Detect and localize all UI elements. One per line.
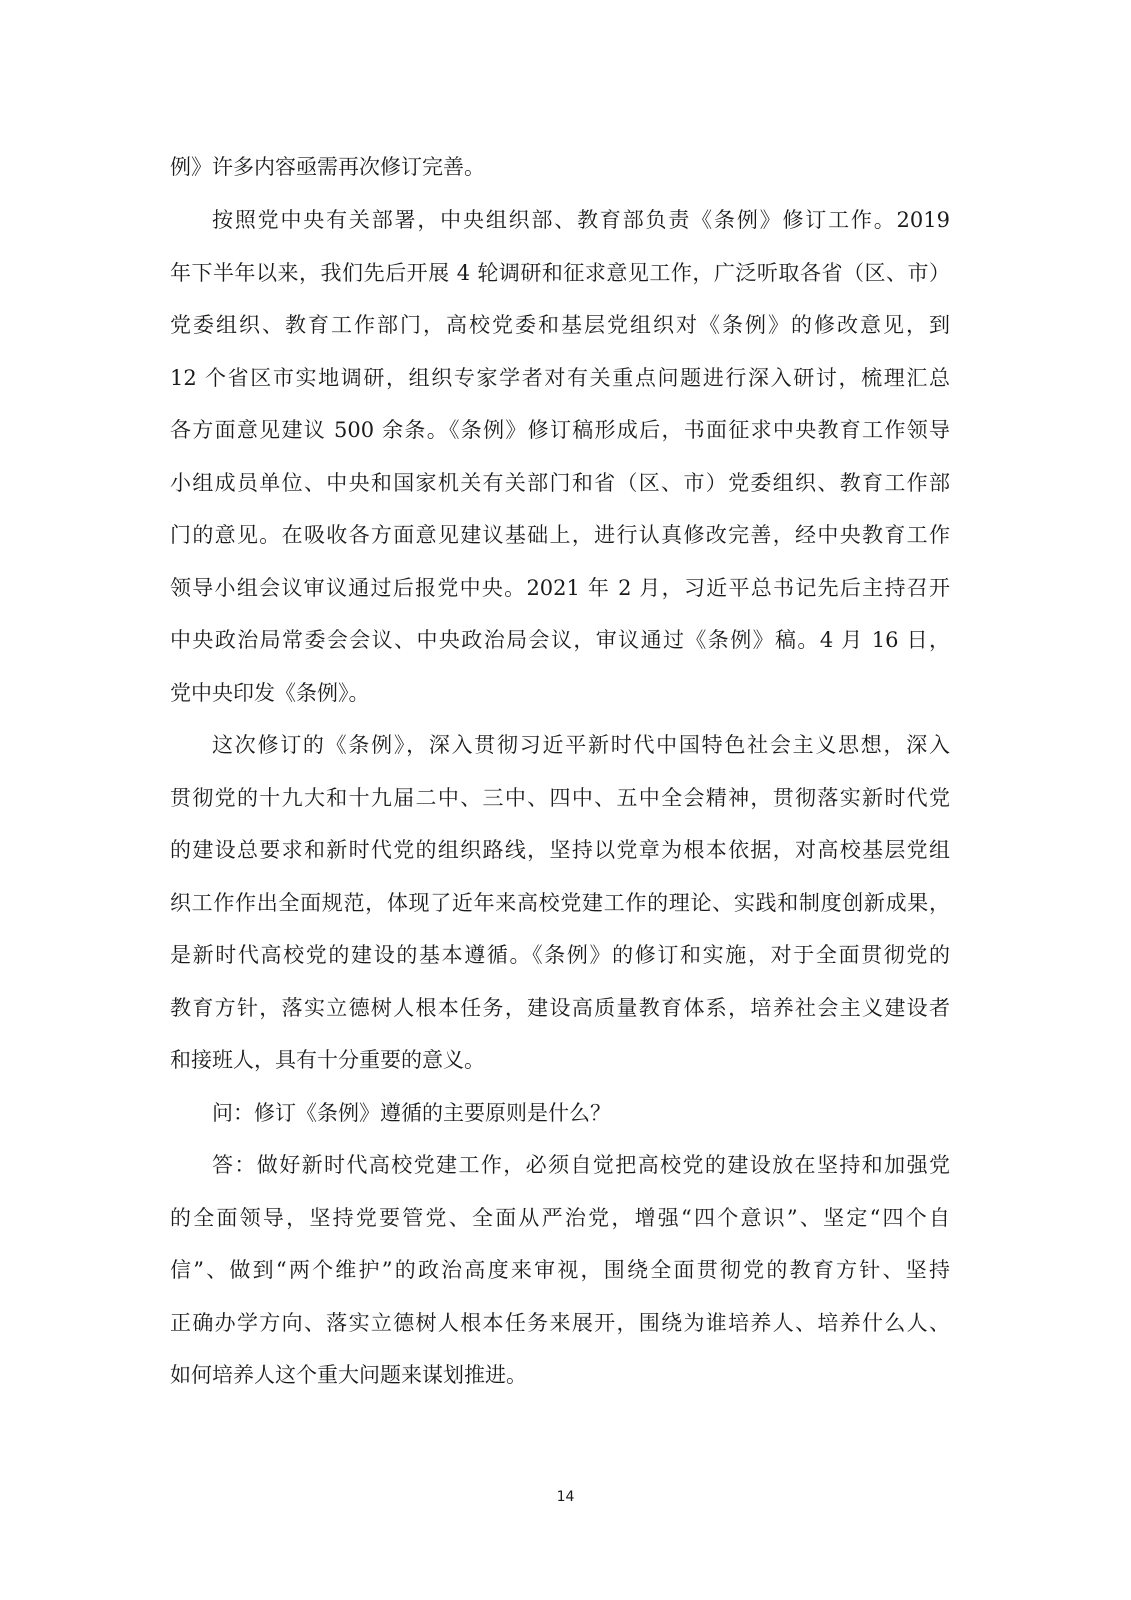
text-line: 12 个省区市实地调研，组织专家学者对有关重点问题进行深入研讨，梳理汇总 (170, 366, 950, 390)
text-line: 领导小组会议审议通过后报党中央。2021 年 2 月，习近平总书记先后主持召开 (170, 576, 950, 600)
text-line: 这次修订的《条例》，深入贯彻习近平新时代中国特色社会主义思想，深入 (212, 733, 950, 757)
text-line: 例》许多内容亟需再次修订完善。 (170, 155, 485, 179)
text-line: 党委组织、教育工作部门，高校党委和基层党组织对《条例》的修改意见，到 (170, 313, 950, 337)
text-line: 党中央印发《条例》。 (170, 681, 370, 705)
text-line: 各方面意见建议 500 余条。《条例》修订稿形成后，书面征求中央教育工作领导 (170, 418, 950, 442)
text-line: 正确办学方向、落实立德树人根本任务来展开，围绕为谁培养人、培养什么人、 (170, 1311, 950, 1335)
text-line: 答：做好新时代高校党建工作，必须自觉把高校党的建设放在坚持和加强党 (212, 1153, 950, 1177)
text-line: 信”、做到“两个维护”的政治高度来审视，围绕全面贯彻党的教育方针、坚持 (170, 1258, 950, 1282)
text-line: 是新时代高校党的建设的基本遵循。《条例》的修订和实施，对于全面贯彻党的 (170, 943, 950, 967)
text-line: 教育方针，落实立德树人根本任务，建设高质量教育体系，培养社会主义建设者 (170, 996, 950, 1020)
text-line: 织工作作出全面规范，体现了近年来高校党建工作的理论、实践和制度创新成果， (170, 891, 950, 915)
text-line: 中央政治局常委会会议、中央政治局会议，审议通过《条例》稿。4 月 16 日， (170, 628, 950, 652)
text-line: 门的意见。在吸收各方面意见建议基础上，进行认真修改完善，经中央教育工作 (170, 523, 950, 547)
text-line: 小组成员单位、中央和国家机关有关部门和省（区、市）党委组织、教育工作部 (170, 471, 950, 495)
text-line: 的全面领导，坚持党要管党、全面从严治党，增强“四个意识”、坚定“四个自 (170, 1206, 950, 1230)
text-line: 按照党中央有关部署，中央组织部、教育部负责《条例》修订工作。2019 (212, 208, 950, 232)
text-line: 贯彻党的十九大和十九届二中、三中、四中、五中全会精神，贯彻落实新时代党 (170, 786, 950, 810)
page-number: 14 (556, 1489, 575, 1505)
text-line: 和接班人，具有十分重要的意义。 (170, 1048, 485, 1072)
question-line: 问：修订《条例》遵循的主要原则是什么？ (212, 1101, 611, 1125)
text-line: 年下半年以来，我们先后开展 4 轮调研和征求意见工作，广泛听取各省（区、市） (170, 261, 950, 285)
text-line: 如何培养人这个重大问题来谋划推进。 (170, 1363, 527, 1387)
text-line: 的建设总要求和新时代党的组织路线，坚持以党章为根本依据，对高校基层党组 (170, 838, 950, 862)
